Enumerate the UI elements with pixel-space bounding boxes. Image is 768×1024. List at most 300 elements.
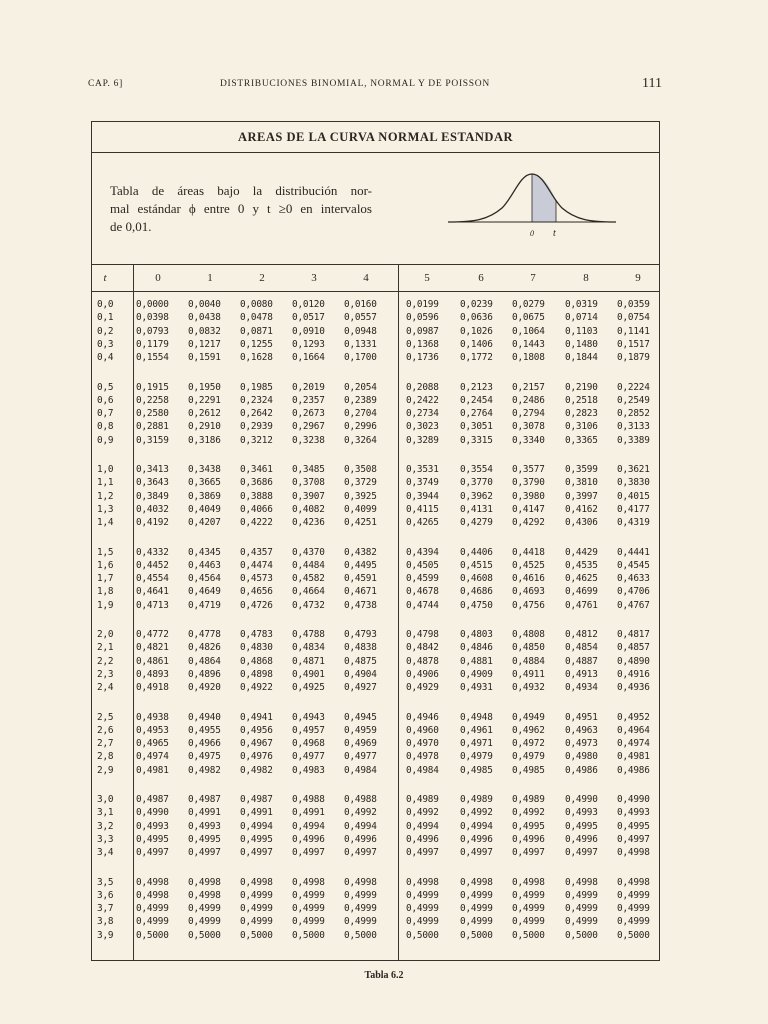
area-value: 0,1517	[617, 338, 650, 350]
area-value: 0,3925	[344, 490, 377, 502]
area-value: 0,2881	[136, 421, 169, 433]
area-value: 0,4999	[460, 889, 493, 901]
area-value: 0,4162	[565, 503, 598, 515]
t-value: 1,2	[97, 490, 114, 502]
table-row	[92, 764, 659, 777]
area-value: 0,4995	[240, 833, 273, 845]
area-value: 0,4890	[617, 655, 650, 667]
area-value: 0,4999	[512, 903, 545, 915]
area-value: 0,4994	[240, 820, 273, 832]
area-value: 0,1772	[460, 352, 493, 364]
area-value: 0,3749	[406, 477, 439, 489]
t-value: 2,3	[97, 668, 114, 680]
area-value: 0,4995	[565, 820, 598, 832]
area-value: 0,4099	[344, 503, 377, 515]
area-value: 0,4965	[136, 738, 169, 750]
area-value: 0,4998	[406, 876, 439, 888]
area-value: 0,4929	[406, 682, 439, 694]
area-value: 0,4998	[344, 876, 377, 888]
area-value: 0,4992	[344, 807, 377, 819]
area-value: 0,4783	[240, 629, 273, 640]
area-value: 0,3212	[240, 434, 273, 446]
area-value: 0,4406	[460, 546, 493, 558]
area-value: 0,3729	[344, 477, 377, 489]
table-row	[92, 434, 659, 447]
area-value: 0,0948	[344, 325, 377, 337]
area-value: 0,4999	[240, 889, 273, 901]
area-value: 0,4955	[188, 724, 221, 736]
area-value: 0,4881	[460, 655, 493, 667]
area-value: 0,2454	[460, 394, 493, 406]
area-value: 0,4591	[344, 573, 377, 585]
area-value: 0,3944	[406, 490, 439, 502]
area-value: 0,4970	[406, 738, 439, 750]
area-value: 0,3599	[565, 464, 598, 475]
area-value: 0,4236	[292, 517, 325, 529]
area-value: 0,4998	[617, 847, 650, 859]
area-value: 0,4996	[292, 833, 325, 845]
area-value: 0,4846	[460, 642, 493, 654]
area-value: 0,5000	[240, 929, 273, 941]
area-value: 0,4608	[460, 573, 493, 585]
area-value: 0,4744	[406, 599, 439, 611]
area-value: 0,2996	[344, 421, 377, 433]
area-value: 0,0871	[240, 325, 273, 337]
page-number: 111	[642, 76, 662, 91]
area-value: 0,4222	[240, 517, 273, 529]
area-value: 0,3962	[460, 490, 493, 502]
t-value: 0,4	[97, 352, 114, 364]
area-value: 0,4945	[344, 711, 377, 723]
area-value: 0,4582	[292, 573, 325, 585]
area-value: 0,2324	[240, 394, 273, 406]
table-row	[92, 806, 659, 819]
area-value: 0,4817	[617, 629, 650, 640]
area-value: 0,4927	[344, 682, 377, 694]
area-value: 0,4991	[188, 807, 221, 819]
area-value: 0,4834	[292, 642, 325, 654]
area-value: 0,4925	[292, 682, 325, 694]
t-value: 0,7	[97, 408, 114, 420]
area-value: 0,2389	[344, 394, 377, 406]
area-value: 0,0636	[460, 312, 493, 324]
area-value: 0,2088	[406, 381, 439, 393]
area-value: 0,4997	[460, 847, 493, 859]
area-value: 0,4032	[136, 503, 169, 515]
area-value: 0,2357	[292, 394, 325, 406]
area-value: 0,4972	[512, 738, 545, 750]
area-value: 0,1293	[292, 338, 325, 350]
area-value: 0,3106	[565, 421, 598, 433]
area-value: 0,3531	[406, 464, 439, 475]
column-header-4: 4	[363, 272, 369, 284]
area-value: 0,4999	[136, 903, 169, 915]
area-value: 0,4997	[512, 847, 545, 859]
area-value: 0,1554	[136, 352, 169, 364]
t-value: 1,7	[97, 573, 114, 585]
area-value: 0,3078	[512, 421, 545, 433]
area-value: 0,4987	[188, 794, 221, 805]
area-value: 0,4999	[240, 903, 273, 915]
description-line: de 0,01.	[110, 219, 152, 234]
area-value: 0,4875	[344, 655, 377, 667]
area-value: 0,1664	[292, 352, 325, 364]
area-value: 0,3438	[188, 464, 221, 475]
area-value: 0,2123	[460, 381, 493, 393]
t-value: 2,8	[97, 751, 114, 763]
area-value: 0,2764	[460, 408, 493, 420]
area-value: 0,4990	[565, 794, 598, 805]
area-value: 0,1255	[240, 338, 273, 350]
area-value: 0,1026	[460, 325, 493, 337]
table-row	[92, 846, 659, 859]
area-value: 0,1443	[512, 338, 545, 350]
area-value: 0,4956	[240, 724, 273, 736]
t-value: 2,0	[97, 629, 114, 640]
t-value: 3,8	[97, 916, 114, 928]
area-value: 0,4982	[188, 764, 221, 776]
area-value: 0,1064	[512, 325, 545, 337]
table-row	[92, 655, 659, 668]
area-value: 0,4842	[406, 642, 439, 654]
area-value: 0,2054	[344, 381, 377, 393]
area-value: 0,4943	[292, 711, 325, 723]
area-value: 0,4857	[617, 642, 650, 654]
area-value: 0,4826	[188, 642, 221, 654]
table-title: AREAS DE LA CURVA NORMAL ESTANDAR	[92, 122, 659, 153]
area-value: 0,4573	[240, 573, 273, 585]
area-value: 0,0239	[460, 299, 493, 310]
area-value: 0,4345	[188, 546, 221, 558]
area-value: 0,4706	[617, 586, 650, 598]
area-value: 0,4049	[188, 503, 221, 515]
area-value: 0,1879	[617, 352, 650, 364]
area-value: 0,2549	[617, 394, 650, 406]
area-value: 0,4671	[344, 586, 377, 598]
area-value: 0,1103	[565, 325, 598, 337]
t-value: 3,1	[97, 807, 114, 819]
area-value: 0,4999	[617, 916, 650, 928]
area-value: 0,3023	[406, 421, 439, 433]
area-value: 0,3810	[565, 477, 598, 489]
area-value: 0,3159	[136, 434, 169, 446]
t-value: 0,0	[97, 299, 114, 310]
area-value: 0,3686	[240, 477, 273, 489]
area-value: 0,4332	[136, 546, 169, 558]
area-value: 0,4977	[344, 751, 377, 763]
table-row	[92, 668, 659, 681]
area-value: 0,4953	[136, 724, 169, 736]
t-value: 1,8	[97, 586, 114, 598]
area-value: 0,4525	[512, 559, 545, 571]
area-value: 0,4115	[406, 503, 439, 515]
area-value: 0,4678	[406, 586, 439, 598]
area-value: 0,4904	[344, 668, 377, 680]
table-row	[92, 572, 659, 585]
column-header-6: 6	[478, 272, 484, 284]
area-value: 0,2823	[565, 408, 598, 420]
t-value: 1,4	[97, 517, 114, 529]
area-value: 0,5000	[460, 929, 493, 941]
area-value: 0,4999	[406, 903, 439, 915]
table-row	[92, 476, 659, 489]
area-value: 0,4974	[617, 738, 650, 750]
area-value: 0,4545	[617, 559, 650, 571]
area-value: 0,4463	[188, 559, 221, 571]
area-value: 0,4901	[292, 668, 325, 680]
area-value: 0,4981	[136, 764, 169, 776]
area-value: 0,4962	[512, 724, 545, 736]
table-row	[92, 889, 659, 902]
normal-curve-figure	[444, 170, 620, 250]
area-value: 0,4996	[512, 833, 545, 845]
area-value: 0,4960	[406, 724, 439, 736]
area-value: 0,5000	[565, 929, 598, 941]
table-row	[92, 750, 659, 763]
area-value: 0,0793	[136, 325, 169, 337]
area-value: 0,3980	[512, 490, 545, 502]
area-value: 0,4988	[292, 794, 325, 805]
area-value: 0,2794	[512, 408, 545, 420]
t-value: 0,2	[97, 325, 114, 337]
t-value: 2,5	[97, 711, 114, 723]
area-value: 0,4999	[617, 889, 650, 901]
area-value: 0,4641	[136, 586, 169, 598]
table-row	[92, 559, 659, 572]
area-value: 0,4761	[565, 599, 598, 611]
area-value: 0,4916	[617, 668, 650, 680]
column-header-0: 0	[155, 272, 161, 284]
t-value: 0,9	[97, 434, 114, 446]
t-value: 1,5	[97, 546, 114, 558]
area-value: 0,4995	[617, 820, 650, 832]
area-value: 0,4999	[344, 916, 377, 928]
area-value: 0,4938	[136, 711, 169, 723]
area-value: 0,4999	[460, 916, 493, 928]
area-value: 0,1700	[344, 352, 377, 364]
area-value: 0,4909	[460, 668, 493, 680]
area-value: 0,0910	[292, 325, 325, 337]
area-value: 0,4985	[512, 764, 545, 776]
area-value: 0,1950	[188, 381, 221, 393]
t-value: 3,7	[97, 903, 114, 915]
area-value: 0,4976	[240, 751, 273, 763]
area-value: 0,4992	[460, 807, 493, 819]
area-value: 0,4968	[292, 738, 325, 750]
t-value: 2,1	[97, 642, 114, 654]
t-value: 2,9	[97, 764, 114, 776]
area-value: 0,4306	[565, 517, 598, 529]
area-value: 0,4975	[188, 751, 221, 763]
area-value: 0,4999	[292, 889, 325, 901]
area-value: 0,4616	[512, 573, 545, 585]
area-value: 0,4931	[460, 682, 493, 694]
area-value: 0,4981	[617, 751, 650, 763]
table-row	[92, 463, 659, 476]
t-value: 0,8	[97, 421, 114, 433]
area-value: 0,4394	[406, 546, 439, 558]
area-value: 0,4999	[512, 889, 545, 901]
area-value: 0,4996	[344, 833, 377, 845]
area-value: 0,4971	[460, 738, 493, 750]
area-value: 0,3770	[460, 477, 493, 489]
area-value: 0,4988	[344, 794, 377, 805]
area-value: 0,3289	[406, 434, 439, 446]
area-value: 0,1331	[344, 338, 377, 350]
area-value: 0,0120	[292, 299, 325, 310]
area-value: 0,4750	[460, 599, 493, 611]
table-row	[92, 407, 659, 420]
area-value: 0,1591	[188, 352, 221, 364]
table-row	[92, 503, 659, 516]
area-value: 0,4495	[344, 559, 377, 571]
t-value: 1,0	[97, 464, 114, 475]
area-value: 0,4793	[344, 629, 377, 640]
area-value: 0,0319	[565, 299, 598, 310]
area-value: 0,3869	[188, 490, 221, 502]
table-row	[92, 394, 659, 407]
t-value: 3,2	[97, 820, 114, 832]
area-value: 0,3849	[136, 490, 169, 502]
area-value: 0,1217	[188, 338, 221, 350]
area-value: 0,4015	[617, 490, 650, 502]
area-value: 0,4778	[188, 629, 221, 640]
area-value: 0,4973	[565, 738, 598, 750]
area-value: 0,4854	[565, 642, 598, 654]
area-value: 0,4896	[188, 668, 221, 680]
area-value: 0,4887	[565, 655, 598, 667]
area-value: 0,1141	[617, 325, 650, 337]
area-value: 0,4999	[344, 903, 377, 915]
area-value: 0,4515	[460, 559, 493, 571]
area-value: 0,4996	[460, 833, 493, 845]
area-value: 0,2486	[512, 394, 545, 406]
area-value: 0,4985	[460, 764, 493, 776]
area-value: 0,3389	[617, 434, 650, 446]
area-value: 0,4625	[565, 573, 598, 585]
area-value: 0,4251	[344, 517, 377, 529]
area-value: 0,4994	[460, 820, 493, 832]
area-value: 0,3485	[292, 464, 325, 475]
area-value: 0,2580	[136, 408, 169, 420]
area-value: 0,4719	[188, 599, 221, 611]
description-line: Tabla de áreas bajo la distribución nor-	[110, 183, 372, 198]
area-value: 0,4535	[565, 559, 598, 571]
area-value: 0,4989	[512, 794, 545, 805]
area-value: 0,4948	[460, 711, 493, 723]
area-value: 0,3508	[344, 464, 377, 475]
area-value: 0,4998	[188, 889, 221, 901]
area-value: 0,4999	[240, 916, 273, 928]
area-value: 0,4878	[406, 655, 439, 667]
area-value: 0,4992	[406, 807, 439, 819]
area-value: 0,1406	[460, 338, 493, 350]
area-value: 0,2852	[617, 408, 650, 420]
area-value: 0,4999	[512, 916, 545, 928]
area-value: 0,4429	[565, 546, 598, 558]
t-value: 0,1	[97, 312, 114, 324]
table-row	[92, 681, 659, 694]
area-value: 0,4861	[136, 655, 169, 667]
table-row	[92, 546, 659, 559]
area-value: 0,3554	[460, 464, 493, 475]
area-value: 0,4911	[512, 668, 545, 680]
area-value: 0,4979	[512, 751, 545, 763]
area-value: 0,2612	[188, 408, 221, 420]
area-value: 0,0557	[344, 312, 377, 324]
area-value: 0,4738	[344, 599, 377, 611]
table-row	[92, 876, 659, 889]
area-value: 0,3643	[136, 477, 169, 489]
zero-label: 0	[530, 229, 534, 238]
t-value: 2,6	[97, 724, 114, 736]
area-value: 0,4996	[565, 833, 598, 845]
area-value: 0,4484	[292, 559, 325, 571]
area-value: 0,5000	[188, 929, 221, 941]
area-value: 0,4884	[512, 655, 545, 667]
area-value: 0,4993	[188, 820, 221, 832]
area-value: 0,4918	[136, 682, 169, 694]
area-value: 0,4871	[292, 655, 325, 667]
t-value: 1,9	[97, 599, 114, 611]
area-value: 0,4998	[460, 876, 493, 888]
area-value: 0,4991	[240, 807, 273, 819]
table-row	[92, 351, 659, 364]
area-value: 0,4788	[292, 629, 325, 640]
table-row	[92, 902, 659, 915]
table-row	[92, 737, 659, 750]
area-value: 0,1808	[512, 352, 545, 364]
area-value: 0,4997	[617, 833, 650, 845]
t-value: 0,5	[97, 381, 114, 393]
area-value: 0,4803	[460, 629, 493, 640]
table-row	[92, 915, 659, 928]
area-value: 0,1480	[565, 338, 598, 350]
area-value: 0,4998	[292, 876, 325, 888]
area-value: 0,4564	[188, 573, 221, 585]
area-value: 0,4994	[292, 820, 325, 832]
t-value: 3,9	[97, 929, 114, 941]
area-value: 0,5000	[136, 929, 169, 941]
area-value: 0,4980	[565, 751, 598, 763]
area-value: 0,4382	[344, 546, 377, 558]
area-value: 0,3365	[565, 434, 598, 446]
area-value: 0,4292	[512, 517, 545, 529]
table-row	[92, 311, 659, 324]
area-value: 0,4920	[188, 682, 221, 694]
area-value: 0,4961	[460, 724, 493, 736]
column-header-9: 9	[635, 272, 641, 284]
area-value: 0,4838	[344, 642, 377, 654]
t-value: 0,3	[97, 338, 114, 350]
area-value: 0,3238	[292, 434, 325, 446]
column-header-8: 8	[583, 272, 589, 284]
area-value: 0,4996	[406, 833, 439, 845]
area-value: 0,4812	[565, 629, 598, 640]
normal-table-frame	[91, 121, 660, 961]
area-value: 0,2224	[617, 381, 650, 393]
table-row	[92, 929, 659, 942]
t-value: 1,3	[97, 503, 114, 515]
area-value: 0,0987	[406, 325, 439, 337]
table-row	[92, 338, 659, 351]
area-value: 0,4998	[136, 876, 169, 888]
table-row	[92, 628, 659, 641]
area-value: 0,3340	[512, 434, 545, 446]
area-value: 0,0000	[136, 299, 169, 310]
area-value: 0,4279	[460, 517, 493, 529]
area-value: 0,4656	[240, 586, 273, 598]
